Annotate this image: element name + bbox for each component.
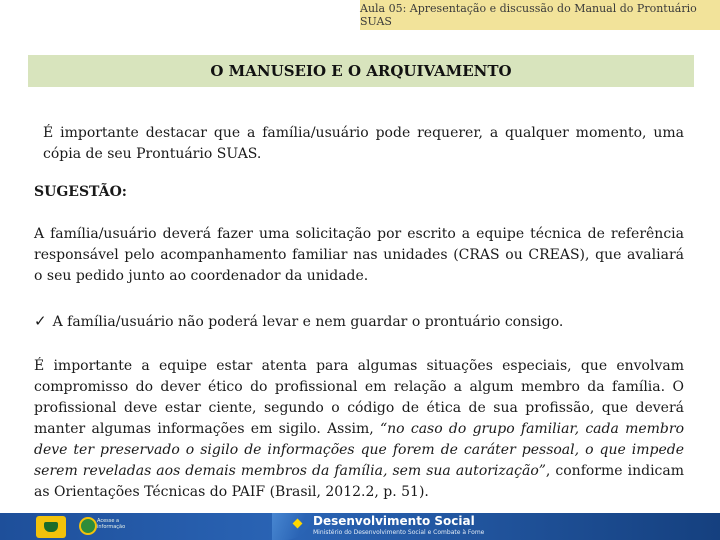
paragraph-ethics [34, 356, 684, 503]
suggestion-heading: SUGESTÃO: [34, 184, 127, 200]
ministry-subtitle: Ministério do Desenvolvimento Social e Combate à Fome [313, 529, 485, 536]
ethics-quote: “no caso do grupo familiar, cada membro deve ter preservado o sigilo de informações que forem de caráter pessoal, o que impede serem reveladas aos demais membros da família, sem sua autorização” [34, 421, 685, 479]
footer-wave-decoration [272, 513, 312, 540]
access-info-logo-icon [79, 517, 97, 535]
lesson-header-text: Aula 05: Apresentação e discussão do Manual do Prontuário SUAS [360, 2, 697, 28]
ministry-title: Desenvolvimento Social [313, 514, 475, 528]
footer-banner [0, 513, 720, 540]
paragraph-copy-request: É importante destacar que a família/usuário pode requerer, a qualquer momento, uma cópia de seu Prontuário SUAS. [43, 125, 684, 162]
access-info-logo-text: Acesse a informação [97, 518, 126, 530]
checklist-item [34, 311, 684, 333]
suas-logo-icon [36, 516, 66, 538]
ethics-text-end: , conforme indicam as Orientações Técnicas do PAIF (Brasil, 2012.2, p. 51). [34, 463, 685, 500]
ethics-text-start: É importante a equipe estar atenta para algumas situações especiais, que envolvam compromisso do dever ético do profissional em relação a algum membro da família. O profissional deve estar ciente, segundo o código de ética de sua profissão, que deverá manter algumas informações em sigilo. Assim, [34, 358, 684, 437]
suas-logo-mark [44, 522, 58, 532]
slide-title: O MANUSEIO E O ARQUIVAMENTO [210, 62, 512, 80]
lesson-header [360, 0, 720, 30]
slide-title-bar [28, 55, 694, 87]
checkmark-icon: ✓ [34, 312, 47, 330]
checklist-item-text: A família/usuário não poderá levar e nem guardar o prontuário consigo. [52, 314, 564, 330]
paragraph-written-request: A família/usuário deverá fazer uma solicitação por escrito a equipe técnica de referência responsável pelo acompanhamento familiar nas unidades (CRAS ou CREAS), que avaliará o seu pedido junto ao coordenador da unidade. [34, 226, 684, 284]
